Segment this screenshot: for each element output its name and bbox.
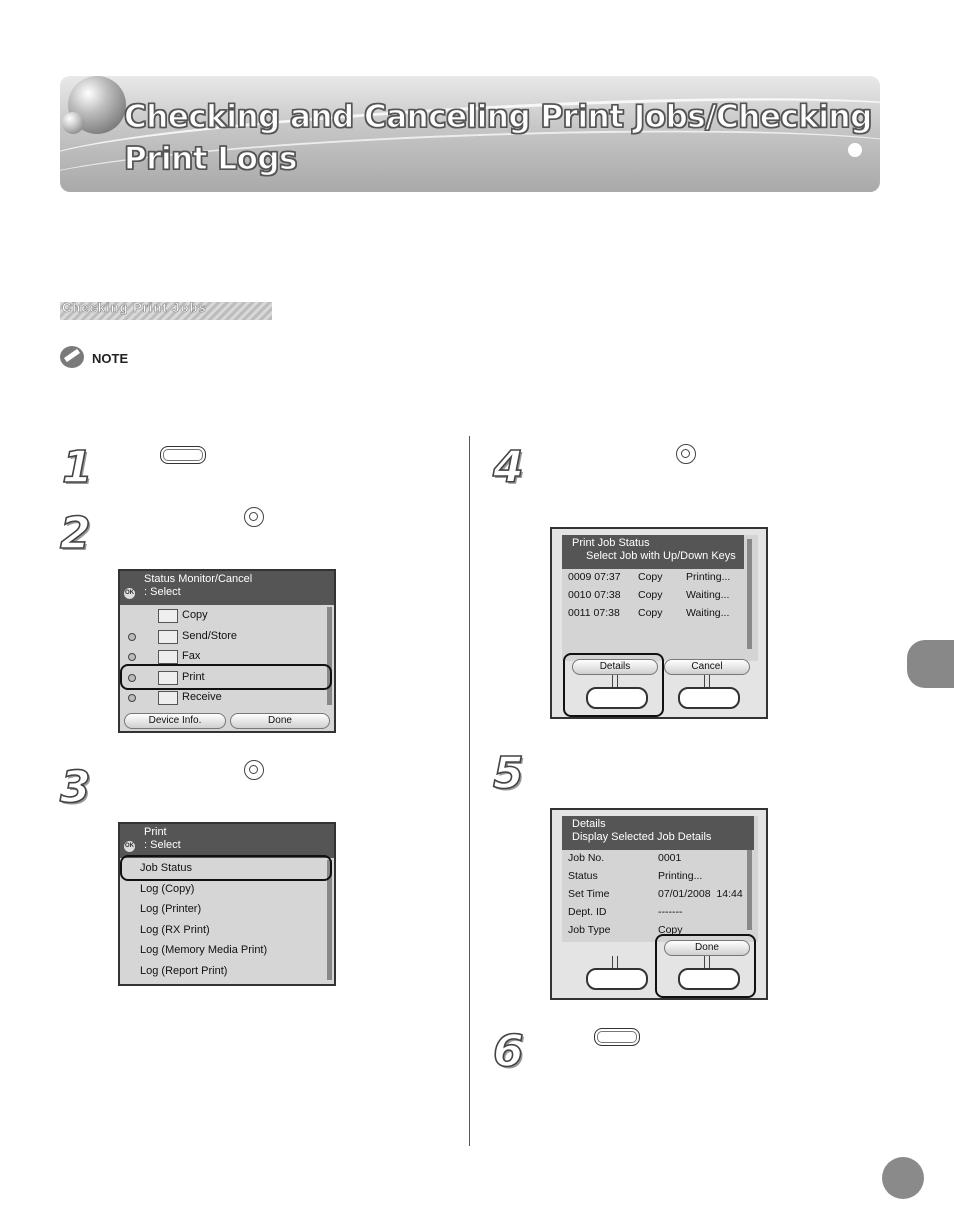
status-dot-icon bbox=[128, 694, 136, 702]
job-row[interactable]: 0010 07:38 bbox=[568, 589, 621, 601]
note-label: NOTE bbox=[92, 351, 129, 366]
key-stem bbox=[612, 956, 618, 968]
scrollbar[interactable] bbox=[747, 850, 752, 930]
section-heading: Checking Print Jobs bbox=[62, 300, 207, 315]
key-stem bbox=[704, 675, 710, 687]
ok-icon: OK bbox=[124, 588, 135, 599]
copy-icon bbox=[158, 609, 178, 623]
left-function-key[interactable] bbox=[586, 968, 648, 990]
field-value: Printing... bbox=[658, 870, 703, 882]
menu-item-job-status[interactable]: Job Status bbox=[140, 862, 192, 874]
menu-item-log-copy[interactable]: Log (Copy) bbox=[140, 882, 195, 895]
field-label: Job Type bbox=[568, 924, 611, 936]
lcd-ok-hint: : Select bbox=[144, 586, 181, 598]
page-title: Checking and Canceling Print Jobs/Checking Print Logs bbox=[124, 99, 872, 177]
job-row[interactable]: 0011 07:38 bbox=[568, 607, 620, 619]
field-value: 07/01/2008 14:44 bbox=[658, 888, 743, 900]
menu-item-log-rx-print[interactable]: Log (RX Print) bbox=[140, 923, 210, 936]
highlight-print bbox=[120, 664, 332, 690]
lcd-header: Details bbox=[572, 818, 606, 830]
highlight-job-status bbox=[120, 855, 332, 881]
lcd-ok-hint: : Select bbox=[144, 839, 181, 851]
device-info-button[interactable]: Device Info. bbox=[124, 713, 226, 729]
step-number-6: 6 bbox=[493, 1026, 524, 1077]
ok-dial-icon bbox=[244, 507, 264, 527]
menu-item-print[interactable]: Print bbox=[120, 667, 334, 688]
step-number-1: 1 bbox=[62, 442, 93, 493]
lcd-print-menu bbox=[118, 822, 336, 986]
fax-icon bbox=[158, 650, 178, 664]
done-button[interactable]: Done bbox=[230, 713, 330, 729]
field-label: Set Time bbox=[568, 888, 610, 900]
menu-item-log-memory-media[interactable]: Log (Memory Media Print) bbox=[140, 944, 268, 956]
step-number-2: 2 bbox=[60, 508, 91, 559]
field-value: ------- bbox=[658, 906, 683, 918]
highlight-done bbox=[655, 934, 756, 998]
column-divider bbox=[469, 436, 470, 1146]
lcd-header: Status Monitor/Cancel bbox=[144, 573, 253, 585]
job-status: Waiting... bbox=[686, 607, 730, 619]
field-label: Job No. bbox=[568, 852, 605, 864]
field-label: Dept. ID bbox=[568, 906, 607, 918]
menu-item-receive[interactable]: Receive bbox=[120, 687, 334, 708]
status-monitor-key-icon bbox=[594, 1028, 640, 1046]
scrollbar[interactable] bbox=[747, 539, 752, 649]
field-value: Copy bbox=[658, 924, 683, 936]
lcd-subheader: Display Selected Job Details bbox=[572, 831, 712, 843]
decor-sphere-small bbox=[62, 112, 84, 134]
job-status: Printing... bbox=[686, 571, 731, 583]
chapter-tab bbox=[907, 640, 954, 688]
step-number-5: 5 bbox=[493, 748, 524, 799]
lcd-header: Print Job Status bbox=[572, 537, 650, 549]
job-type: Copy bbox=[638, 571, 663, 583]
ok-icon: OK bbox=[124, 841, 135, 852]
details-button[interactable]: Details bbox=[572, 659, 658, 675]
highlight-details bbox=[563, 653, 664, 717]
status-dot-icon bbox=[128, 633, 136, 641]
job-row[interactable]: 0009 07:37 bbox=[568, 571, 621, 583]
ok-dial-icon bbox=[244, 760, 264, 780]
job-type: Copy bbox=[638, 607, 663, 619]
menu-item-send-store[interactable]: Send/Store bbox=[120, 626, 334, 647]
lcd-subheader: Select Job with Up/Down Keys bbox=[586, 550, 736, 562]
done-button[interactable]: Done bbox=[664, 940, 750, 956]
page-number-badge bbox=[882, 1157, 924, 1199]
field-value: 0001 bbox=[658, 852, 682, 864]
scrollbar[interactable] bbox=[327, 607, 332, 705]
receive-icon bbox=[158, 691, 178, 705]
lcd-status-monitor bbox=[118, 569, 336, 733]
step-number-4: 4 bbox=[493, 442, 524, 493]
menu-item-fax[interactable]: Fax bbox=[120, 646, 334, 667]
right-function-key[interactable] bbox=[678, 687, 740, 709]
status-monitor-key-icon bbox=[160, 446, 206, 464]
field-label: Status bbox=[568, 870, 598, 882]
menu-item-log-printer[interactable]: Log (Printer) bbox=[140, 903, 202, 915]
step-number-3: 3 bbox=[60, 762, 91, 813]
cancel-button[interactable]: Cancel bbox=[664, 659, 750, 675]
ok-dial-icon bbox=[676, 444, 696, 464]
lcd-header: Print bbox=[144, 826, 167, 838]
send-icon bbox=[158, 630, 178, 644]
menu-item-copy[interactable]: Copy bbox=[120, 605, 334, 626]
status-dot-icon bbox=[128, 653, 136, 661]
menu-item-log-report[interactable]: Log (Report Print) bbox=[140, 964, 228, 977]
job-status: Waiting... bbox=[686, 589, 730, 601]
job-type: Copy bbox=[638, 589, 663, 601]
